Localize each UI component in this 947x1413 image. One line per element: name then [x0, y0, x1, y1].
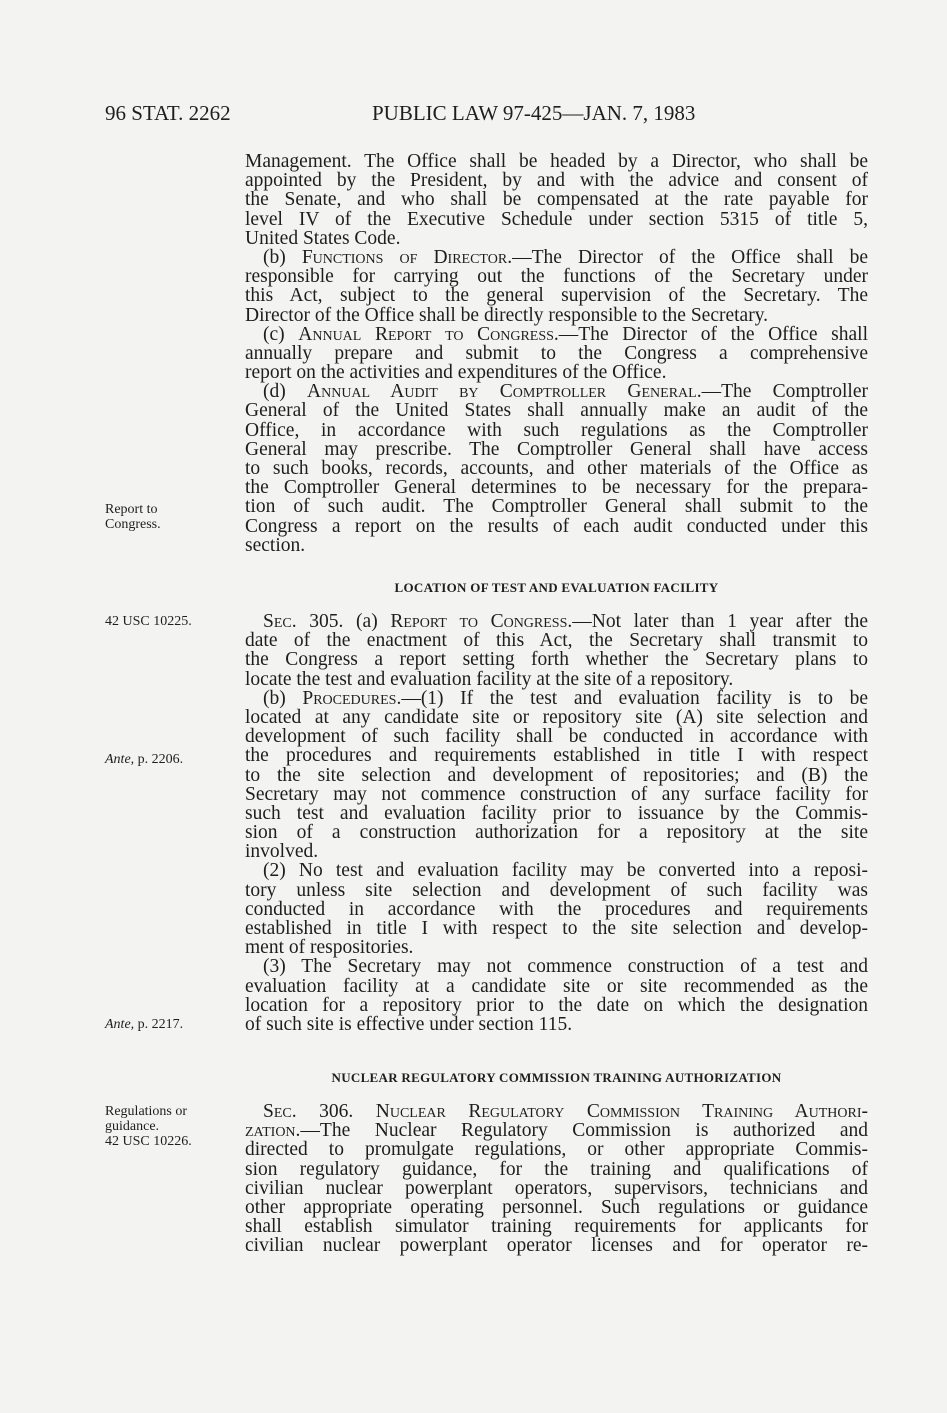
margin-note-line: Regulations or: [105, 1104, 188, 1119]
small-caps-heading: Annual Report to Congress: [298, 323, 554, 345]
text-line: General of the United States shall annually make an audit of the: [245, 400, 868, 422]
text-segment: (b): [263, 687, 303, 709]
text-line: sion regulatory guidance, for the training and qualifications of: [245, 1158, 868, 1180]
text-line: Director of the Office shall be directly responsible to the Secretary.: [245, 304, 769, 326]
text-line: the Comptroller General determines to be necessary for the prepara-: [245, 477, 868, 499]
margin-note-page: p. 2206.: [134, 752, 184, 767]
text-line: appointed by the President, by and with the advice and consent of: [245, 170, 868, 192]
text-line: (3) The Secretary may not commence construction of a test and: [263, 956, 868, 978]
text-line: report on the activities and expenditures of the Office.: [245, 362, 667, 384]
text-segment: .—Not later than 1 year after the: [567, 611, 868, 632]
section-305: [245, 612, 868, 1034]
text-segment: .—The Director of the Office shall be: [507, 246, 868, 268]
text-line: [245, 382, 868, 401]
section-306: [245, 1102, 868, 1256]
text-line: Office, in accordance with such regulations as the Comptroller: [245, 419, 868, 441]
text-segment: (b): [263, 246, 302, 268]
text-line: responsible for carrying out the functions of the Secretary under: [245, 266, 868, 288]
statute-page-number: 96 STAT. 2262: [105, 101, 231, 125]
text-line: established in title I with respect to the site selection and develop-: [245, 918, 868, 939]
text-line: the Senate, and who shall be compensated at the rate payable for: [245, 189, 868, 211]
text-line: General may prescribe. The Comptroller General shall have access: [245, 438, 868, 460]
text-segment: .—(1) If the test and evaluation facility is to be: [396, 687, 868, 709]
text-line: Management. The Office shall be headed by a Director, who shall be: [245, 151, 868, 172]
section-heading-location: LOCATION OF TEST AND EVALUATION FACILITY: [394, 580, 719, 595]
text-line: tory unless site selection and development of such facility was: [245, 879, 868, 901]
margin-note-usc-10225: [105, 614, 192, 629]
text-line: involved.: [245, 841, 319, 863]
section-304-continued: [245, 152, 868, 555]
text-line: tion of such audit. The Comptroller General shall submit to the: [245, 496, 868, 518]
text-segment: . 306.: [291, 1101, 376, 1122]
text-line: [245, 325, 868, 344]
small-caps-heading: Sec: [263, 611, 292, 632]
text-line: shall establish simulator training requirements for applicants for: [245, 1216, 868, 1238]
text-line: to such books, records, accounts, and other materials of the Office as: [245, 458, 868, 479]
paragraph: [245, 957, 868, 1034]
margin-note-line: Report to: [105, 502, 158, 517]
text-line: conducted in accordance with the procedures and requirements: [245, 898, 868, 920]
text-segment: .—The Director of the Office shall: [553, 323, 868, 345]
text-line: [245, 689, 868, 708]
small-caps-heading: Functions of Director: [301, 246, 508, 268]
text-segment: (c): [263, 323, 299, 345]
text-line: annually prepare and submit to the Congress a comprehensive: [245, 342, 868, 364]
text-line: to the site selection and development of repositories; and (B) the: [245, 764, 868, 786]
text-line: level IV of the Executive Schedule under section 5315 of title 5,: [245, 208, 868, 230]
text-line: section.: [245, 534, 306, 556]
small-caps-heading: zation: [245, 1120, 296, 1142]
paragraph: [245, 689, 868, 862]
margin-note-line: 42 USC 10226.: [105, 1134, 192, 1149]
small-caps-heading: Nuclear Regulatory Commission Training Authori-: [375, 1101, 869, 1122]
margin-note-ante-2217: [105, 1017, 183, 1032]
margin-note-line: 42 USC 10225.: [105, 614, 192, 629]
margin-note-line: Congress.: [105, 517, 161, 532]
text-line: United States Code.: [245, 227, 401, 249]
text-line: location for a repository prior to the date on which the designation: [245, 994, 868, 1016]
margin-note-ante-2206: [105, 752, 183, 767]
paragraph: [245, 325, 868, 383]
text-line: civilian nuclear powerplant operator licenses and for operator re-: [245, 1235, 868, 1257]
margin-note-page: p. 2217.: [134, 1017, 184, 1032]
text-line: [245, 248, 868, 267]
text-line: development of such facility shall be conducted in accordance with: [245, 726, 868, 748]
section-heading-nrc-training: NUCLEAR REGULATORY COMMISSION TRAINING AUTHORIZATION: [331, 1070, 782, 1085]
text-segment: (d): [263, 381, 308, 403]
text-line: sion of a construction authorization for a repository at the site: [245, 822, 868, 844]
text-line: directed to promulgate regulations, or other appropriate Commis-: [245, 1139, 868, 1161]
small-caps-heading: Procedures: [302, 687, 397, 709]
text-line: Secretary may not commence construction of any surface facility for: [245, 783, 868, 805]
small-caps-heading: Annual Audit by Comptroller General: [307, 381, 697, 403]
text-line: [245, 1102, 868, 1121]
text-segment: .—The Nuclear Regulatory Commission is authorized and: [295, 1120, 868, 1142]
text-line: of such site is effective under section 115.: [245, 1013, 573, 1035]
margin-note-line: guidance.: [105, 1119, 160, 1134]
paragraph: [245, 382, 868, 555]
paragraph: [245, 248, 868, 325]
text-line: other appropriate operating personnel. Such regulations or guidance: [245, 1196, 868, 1218]
text-line: (2) No test and evaluation facility may be converted into a reposi-: [263, 860, 868, 882]
margin-note-italic: Ante,: [105, 752, 135, 767]
margin-note-regulations: [105, 1104, 192, 1149]
text-line: [245, 612, 868, 631]
text-line: date of the enactment of this Act, the Secretary shall transmit to: [245, 630, 868, 652]
text-segment: .—The Comptroller: [696, 381, 869, 403]
small-caps-heading: Report to Congress: [390, 611, 568, 632]
text-line: evaluation facility at a candidate site or site recommended as the: [245, 975, 868, 997]
text-line: Congress a report on the results of each audit conducted under this: [245, 515, 868, 537]
text-segment: . 305. (a): [291, 611, 391, 632]
text-line: the Congress a report setting forth whether the Secretary plans to: [245, 649, 868, 671]
text-line: civilian nuclear powerplant operators, supervisors, technicians and: [245, 1177, 868, 1199]
text-line: locate the test and evaluation facility at the site of a repository.: [245, 668, 734, 690]
text-line: such test and evaluation facility prior to issuance by the Commis-: [245, 802, 868, 824]
margin-note-italic: Ante,: [105, 1017, 135, 1032]
text-line: ment of respositories.: [245, 937, 414, 959]
paragraph: [245, 1102, 868, 1256]
text-line: the procedures and requirements established in title I with respect: [245, 745, 868, 767]
margin-note-report-to-congress: [105, 502, 161, 532]
paragraph: [245, 612, 868, 689]
running-header-title: PUBLIC LAW 97-425—JAN. 7, 1983: [372, 101, 696, 125]
small-caps-heading: Sec: [263, 1101, 292, 1122]
paragraph: [245, 152, 868, 248]
text-line: located at any candidate site or repository site (A) site selection and: [245, 706, 868, 728]
paragraph: [245, 861, 868, 957]
text-line: this Act, subject to the general supervision of the Secretary. The: [245, 285, 868, 307]
text-line: [245, 1121, 868, 1140]
